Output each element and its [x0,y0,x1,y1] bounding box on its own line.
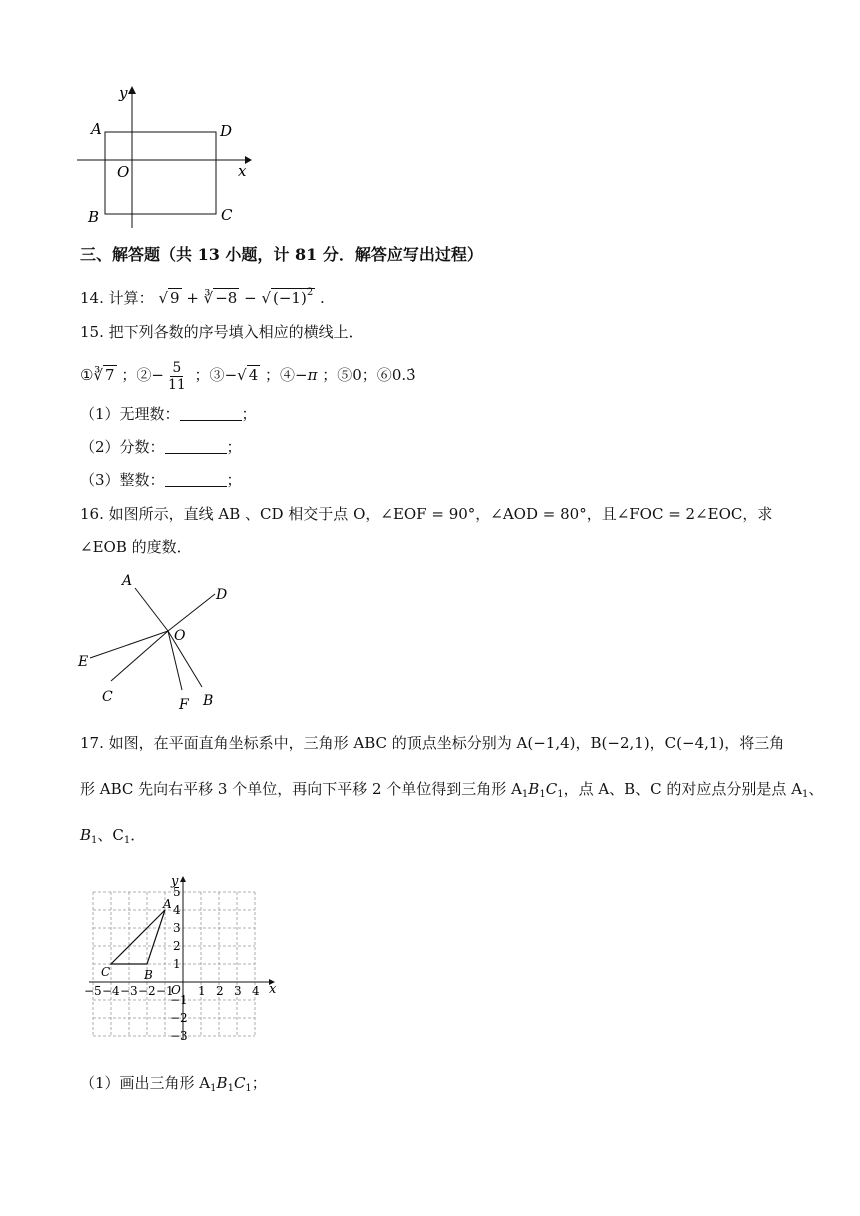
label-B: B [88,208,100,226]
y-tick-label: −1 [170,993,188,1007]
x-tick-label: 2 [216,984,224,998]
q15-sub3: （3）整数： ； [80,471,242,489]
ray-OD [168,594,215,631]
q15-item-4-marker: ；④ [265,366,296,384]
vertex-label-C: C [101,965,111,979]
q15-item-3-marker: ；③ [194,366,225,384]
triangle-ABC [111,910,165,964]
q15-item-1-marker: ① [80,366,94,384]
label-D: D [220,122,233,140]
label-y: y [119,84,128,102]
section-heading: 三、解答题（共 13 小题，计 81 分．解答应写出过程） [80,245,483,264]
vertex-label-A: A [163,897,172,911]
q15-item-5-marker: ；⑤0；⑥ [322,366,392,384]
q15-text: 把下列各数的序号填入相应的横线上． [108,323,364,341]
ray-OC [111,631,168,681]
label-D: D [216,587,228,603]
q16-line1: 如图所示，直线 AB 、CD 相交于点 O，∠EOF = 90°，∠AOD = 80°，且∠FOC = 2∠EOC，求 [108,505,773,523]
label-O: O [117,163,130,181]
q17-line3: $B_1$、$C_1$． [80,826,146,846]
x-tick-label: 4 [252,984,260,998]
y-tick-label: −2 [170,1011,188,1025]
label-x: x [238,162,247,180]
q15-sub1: （1）无理数： ； [80,405,257,423]
vertex-label-B: B [144,968,153,982]
q15-item-4: −π [295,366,318,384]
y-axis-label: y [171,874,179,889]
y-tick-label: 5 [173,885,181,899]
question-16: 16. 如图所示，直线 AB 、CD 相交于点 O，∠EOF = 90°，∠AOD = 80°，且∠FOC = 2∠EOC，求 [80,505,773,523]
question-14 [80,283,325,308]
q15-number: 15. [80,323,104,341]
ray-OA [135,588,168,631]
label-A: A [122,573,133,589]
q15-item-1: ∛ 7 [93,366,115,384]
origin-label: O [171,983,181,997]
answer-blank[interactable] [165,472,227,487]
x-tick-label: −2 [138,984,156,998]
q15-item-2-marker: ；② [121,366,152,384]
answer-blank[interactable] [165,439,227,454]
q15-item-6: 0.3̇ [391,366,416,384]
y-tick-label: 3 [173,921,181,935]
x-tick-label: −5 [84,984,102,998]
q16-line2: ∠EOB 的度数． [80,538,192,556]
q14-number: 14. [80,289,104,307]
label-E: E [78,654,89,670]
q17-line2: 形 ABC 先向右平移 3 个单位，再向下平移 2 个单位得到三角形 $A_1B_1C_1$，点 A、B、C 的对应点分别是点 $A_1$、 [80,780,824,800]
x-tick-label: −4 [102,984,120,998]
q14-expression: √ 9 + ∛ −8 − √ $(-1)^2$ . [158,287,325,307]
y-axis-arrow [128,86,136,94]
question-15 [80,322,364,342]
x-axis-label: x [269,982,277,997]
q15-item-2: − $\frac{5}{11}$ [151,359,186,393]
y-tick-label: 2 [173,939,181,953]
label-C: C [102,689,113,705]
q15-item-3: −√ 4 [224,366,259,384]
x-tick-label: −1 [156,984,174,998]
answer-blank[interactable] [180,406,242,421]
q14-text: 计算： [108,289,154,307]
coordinate-grid-figure [75,860,285,1060]
label-B: B [203,693,214,709]
y-tick-label: 4 [173,903,181,917]
y-tick-label: −3 [170,1029,188,1043]
ray-OE [90,631,168,658]
label-F: F [179,697,189,713]
x-tick-label: 3 [234,984,242,998]
label-C: C [221,206,233,224]
label-A: A [91,120,102,138]
rectangle-axes-figure [75,82,255,232]
q15-number-list [80,358,416,392]
label-O: O [174,628,186,644]
q17-line1: 如图，在平面直角坐标系中，三角形 ABC 的顶点坐标分别为 A(−1,4)，B(−2,1)，C(−4,1)，将三角 [108,734,785,752]
question-17: 17. 如图，在平面直角坐标系中，三角形 ABC 的顶点坐标分别为 A(−1,4)，B(−2,1)，C(−4,1)，将三角 [80,734,785,752]
q17-sub1: （1）画出三角形 $A_1B_1C_1$； [80,1074,267,1094]
x-tick-label: 1 [198,984,206,998]
y-tick-label: 1 [173,957,181,971]
x-tick-label: −3 [120,984,138,998]
y-axis-arrow [180,876,186,882]
angle-figure [75,568,245,713]
q15-sub2: （2）分数： ； [80,438,242,456]
